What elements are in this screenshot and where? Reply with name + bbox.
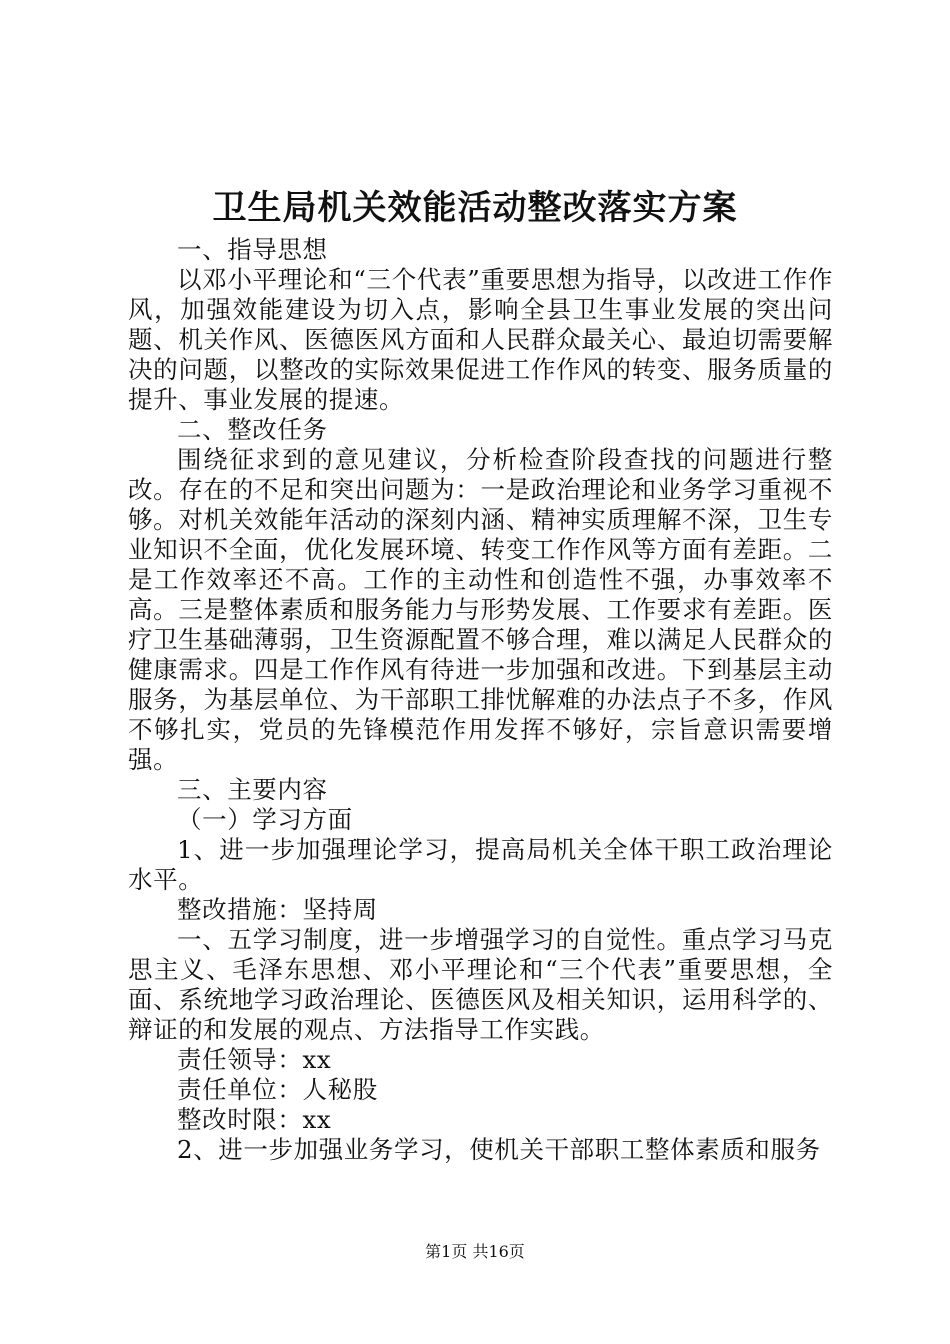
responsible-leader: 责任领导：xx (177, 1045, 332, 1074)
document-body (128, 235, 833, 1165)
document-title: 卫生局机关效能活动整改落实方案 (212, 188, 738, 228)
paragraph: 以邓小平理论和“三个代表”重要思想为指导，以改进工作作风，加强效能建设为切入点，影响全县卫生事业发展的突出问题、机关作风、医德医风方面和人民群众最关心、最迫切需要解决的问题，以整改的实际效果促进工作作风的转变、服务质量的提升、事业发展的提速。 (128, 265, 833, 414)
paragraph: 整改措施：坚持周 (177, 895, 378, 924)
paragraph: 围绕征求到的意见建议，分析检查阶段查找的问题进行整改。存在的不足和突出问题为：一是政治理论和业务学习重视不够。对机关效能年活动的深刻内涵、精神实质理解不深，卫生专业知识不全面，优化发展环境、转变工作作风等方面有差距。二是工作效率还不高。工作的主动性和创造性不强，办事效率不高。三是整体素质和服务能力与形势发展、工作要求有差距。医疗卫生基础薄弱，卫生资源配置不够合理，难以满足人民群众的健康需求。四是工作作风有待进一步加强和改进。下到基层主动服务，为基层单位、为干部职工排忧解难的办法点子不多，作风不够扎实，党员的先锋模范作用发挥不够好，宗旨意识需要增强。 (128, 445, 833, 774)
page-footer: 第1页 共16页 (425, 1242, 525, 1261)
paragraph: 一、五学习制度，进一步增强学习的自觉性。重点学习马克思主义、毛泽东思想、邓小平理论和“三个代表”重要思想，全面、系统地学习政治理论、医德医风及相关知识，运用科学的、辩证的和发展的观点、方法指导工作实践。 (128, 925, 833, 1044)
section-heading: 三、主要内容 (177, 775, 328, 804)
paragraph: 1、进一步加强理论学习，提高局机关全体干职工政治理论水平。 (128, 835, 833, 894)
section-heading: 一、指导思想 (177, 235, 328, 264)
subsection-heading: （一）学习方面 (177, 805, 353, 834)
section-heading: 二、整改任务 (177, 415, 328, 444)
deadline: 整改时限：xx (177, 1105, 332, 1134)
responsible-unit: 责任单位：人秘股 (177, 1075, 378, 1104)
paragraph: 2、进一步加强业务学习，使机关干部职工整体素质和服务 (177, 1135, 821, 1164)
